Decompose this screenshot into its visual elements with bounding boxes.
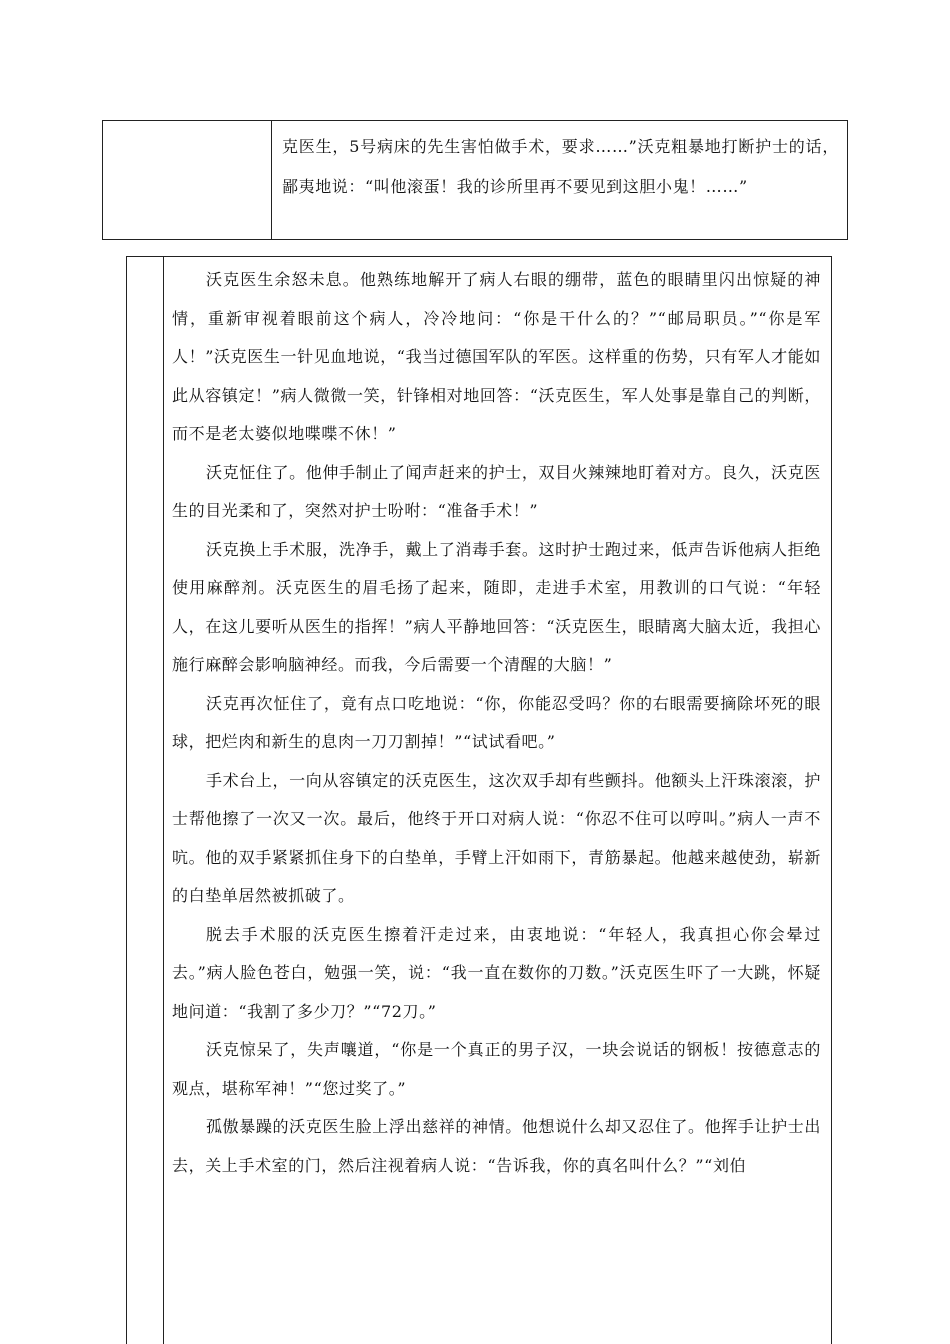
story-paragraph-5: 手术台上，一向从容镇定的沃克医生，这次双手却有些颤抖。他额头上汗珠滚滚，护士帮他擦了一次又一次。最后，他终于开口对病人说：“你忍不住可以哼叫。”病人一声不吭。他的双手紧紧抓住身下的白垫单，手臂上汗如雨下，青筋暴起。他越来越使劲，崭新的白垫单居然被抓破了。 (172, 770, 821, 905)
story-paragraph-1: 沃克医生余怒未息。他熟练地解开了病人右眼的绷带，蓝色的眼睛里闪出惊疑的神情，重新审视着眼前这个病人，冷冷地问：“你是干什么的？”“邮局职员。”“你是军人！”沃克医生一针见血地说，“我当过德国军队的军医。这样重的伤势，只有军人才能如此从容镇定！”病人微微一笑，针锋相对地回答：“沃克医生，军人处事是靠自己的判断，而不是老太婆似地喋喋不休！” (172, 270, 821, 443)
main-table-left-cell (127, 257, 164, 1344)
top-table-left-cell (103, 121, 272, 239)
top-table (102, 120, 848, 240)
story-paragraph-7: 沃克惊呆了，失声嚷道，“你是一个真正的男子汉，一块会说话的钢板！按德意志的观点，堪称军神！”“您过奖了。” (172, 1040, 821, 1098)
story-paragraph-2: 沃克怔住了。他伸手制止了闻声赶来的护士，双目火辣辣地盯着对方。良久，沃克医生的目光柔和了，突然对护士吩咐：“准备手术！” (172, 462, 821, 520)
top-paragraph: 克医生，5号病床的先生害怕做手术，要求……”沃克粗暴地打断护士的话，鄙夷地说：“叫他滚蛋！我的诊所里再不要见到这胆小鬼！……” (282, 137, 839, 196)
top-table-right-cell (272, 121, 847, 239)
story-paragraph-4: 沃克再次怔住了，竟有点口吃地说：“你，你能忍受吗？你的右眼需要摘除坏死的眼球，把烂肉和新生的息肉一刀刀割掉！”“试试看吧。” (172, 693, 821, 751)
main-table (126, 256, 832, 1344)
story-paragraph-3: 沃克换上手术服，洗净手，戴上了消毒手套。这时护士跑过来，低声告诉他病人拒绝使用麻醉剂。沃克医生的眉毛扬了起来，随即，走进手术室，用教训的口气说：“年轻人，在这儿要听从医生的指挥！”病人平静地回答：“沃克医生，眼睛离大脑太近，我担心施行麻醉会影响脑神经。而我，今后需要一个清醒的大脑！” (172, 539, 821, 674)
story-paragraph-8: 孤傲暴躁的沃克医生脸上浮出慈祥的神情。他想说什么却又忍住了。他挥手让护士出去，关上手术室的门，然后注视着病人说：“告诉我，你的真名叫什么？”“刘伯 (172, 1117, 821, 1175)
story-paragraph-6: 脱去手术服的沃克医生擦着汗走过来，由衷地说：“年轻人，我真担心你会晕过去。”病人脸色苍白，勉强一笑，说：“我一直在数你的刀数。”沃克医生吓了一大跳，怀疑地问道：“我割了多少刀？”“72刀。” (172, 924, 821, 1021)
main-table-right-cell (164, 257, 831, 1344)
